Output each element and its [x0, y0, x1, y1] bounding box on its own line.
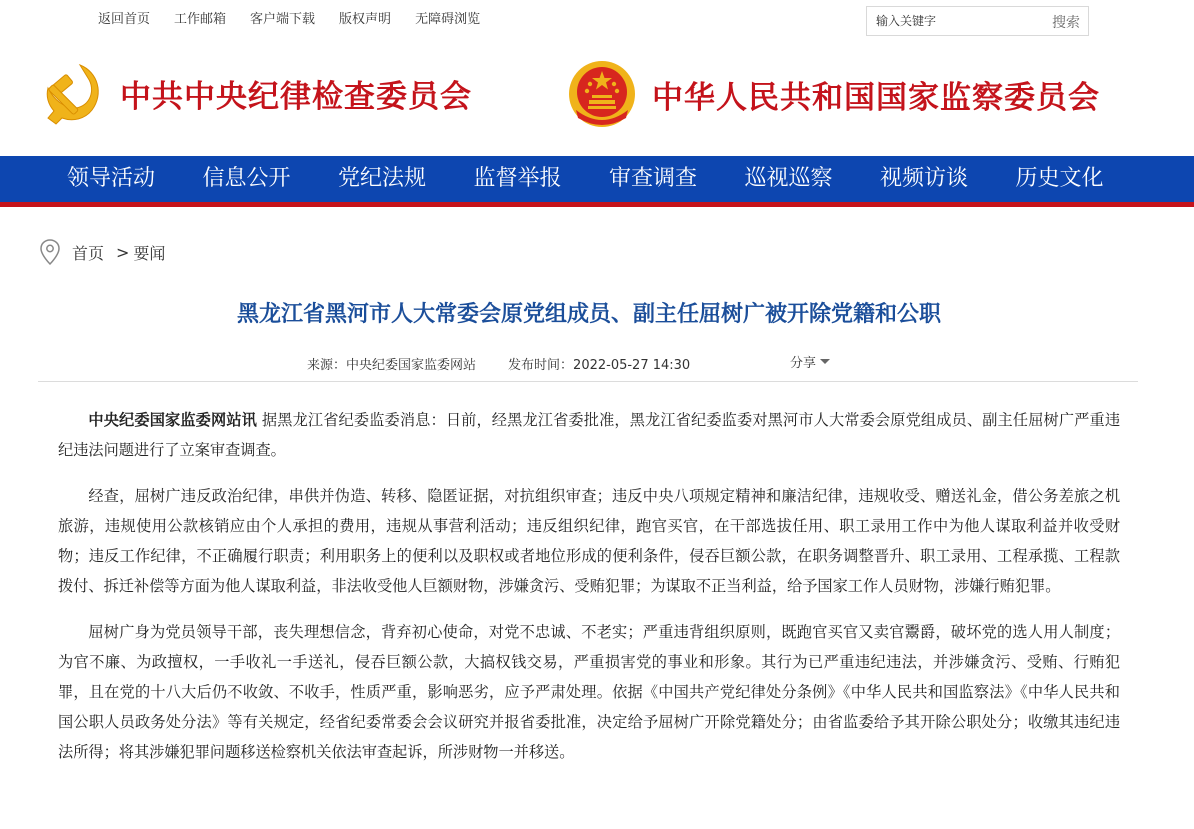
article-body — [58, 405, 1120, 783]
nav-item-video-interviews[interactable]: 视频访谈 — [880, 166, 969, 191]
article-meta — [307, 354, 690, 373]
ccdi-logo[interactable] — [40, 60, 472, 126]
chevron-down-icon — [820, 359, 830, 364]
nav-item-history-culture[interactable]: 历史文化 — [1015, 166, 1104, 191]
source-value: 中央纪委国家监委网站 — [346, 358, 477, 373]
link-work-email[interactable]: 工作邮箱 — [174, 12, 227, 27]
share-label: 分享 — [790, 356, 817, 371]
source-label: 来源： — [307, 358, 347, 373]
article-paragraph — [58, 405, 1120, 465]
nsc-logo-text: 中华人民共和国国家监察委员会 — [652, 79, 1100, 116]
top-utility-bar — [0, 0, 1194, 34]
main-nav — [0, 156, 1194, 202]
link-accessibility[interactable]: 无障碍浏览 — [415, 12, 481, 27]
breadcrumb-home[interactable]: 首页 — [72, 243, 105, 263]
nav-red-rule — [0, 202, 1194, 207]
link-home[interactable]: 返回首页 — [98, 12, 151, 27]
article-paragraph: 屈树广身为党员领导干部，丧失理想信念，背弃初心使命，对党不忠诚、不老实；严重违背组织原则，既跑官买官又卖官鬻爵，破坏党的选人用人制度；为官不廉、为政擅权，一手收礼一手送礼，侵吞巨额公款，大搞权钱交易，严重损害党的事业和形象。其行为已严重违纪违法，并涉嫌贪污、受贿、行贿犯罪，且在党的十八大后仍不收敛、不收手，性质严重，影响恶劣，应予严肃处理。依据《中国共产党纪律处分条例》《中华人民共和国监察法》《中华人民共和国公职人员政务处分法》等有关规定，经省纪委常委会会议研究并报省委批准，决定给予屈树广开除党籍处分；由省监委给予其开除公职处分；收缴其违纪违法所得；将其涉嫌犯罪问题移送检察机关依法审查起诉，所涉财物一并移送。 — [58, 623, 1120, 761]
time-value: 2022-05-27 14:30 — [573, 358, 691, 373]
nav-item-leadership[interactable]: 领导活动 — [67, 166, 156, 191]
nav-list — [67, 156, 1151, 202]
location-pin-icon — [38, 238, 62, 266]
search-input[interactable] — [867, 7, 1037, 35]
breadcrumb — [38, 238, 165, 266]
nav-item-inspection[interactable]: 巡视巡察 — [744, 166, 833, 191]
lead-source: 中央纪委国家监委网站讯 — [88, 411, 257, 429]
nav-item-regulations[interactable]: 党纪法规 — [338, 166, 427, 191]
party-emblem-icon — [40, 60, 106, 126]
nav-item-investigation[interactable]: 审查调查 — [609, 166, 698, 191]
paragraph-text: 据黑龙江省纪委监委消息：日前，经黑龙江省委批准，黑龙江省纪委监委对黑河市人大常委会原党组成员、副主任屈树广严重违纪违法问题进行了立案审查调查。 — [58, 411, 1121, 459]
breadcrumb-separator: > — [116, 242, 130, 262]
breadcrumb-current[interactable]: 要闻 — [133, 243, 166, 263]
meta-divider — [38, 381, 1138, 382]
article-paragraph: 经查，屈树广违反政治纪律，串供并伪造、转移、隐匿证据，对抗组织审查；违反中央八项规定精神和廉洁纪律，违规收受、赠送礼金，借公务差旅之机旅游，违规使用公款核销应由个人承担的费用，违规从事营利活动；违反组织纪律，跑官买官，在干部选拔任用、职工录用工作中为他人谋取利益并收受财物；违反工作纪律，不正确履行职责；利用职务上的便利以及职权或者地位形成的便利条件，侵吞巨额公款，在职务调整晋升、职工录用、工程承揽、工程款拨付、拆迁补偿等方面为他人谋取利益，非法收受他人巨额财物，涉嫌贪污、受贿犯罪；为谋取不正当利益，给予国家工作人员财物，涉嫌行贿犯罪。 — [58, 487, 1120, 595]
nsc-logo[interactable] — [566, 58, 1100, 130]
time-label: 发布时间： — [508, 358, 574, 373]
ccdi-logo-text: 中共中央纪律检查委员会 — [120, 78, 472, 115]
share-button[interactable] — [790, 352, 830, 371]
national-emblem-icon — [566, 58, 638, 130]
nav-item-supervision-report[interactable]: 监督举报 — [473, 166, 562, 191]
logo-band — [0, 40, 1194, 156]
nav-item-information[interactable]: 信息公开 — [202, 166, 291, 191]
top-links — [98, 8, 480, 27]
search-button[interactable]: 搜索 — [1052, 15, 1080, 31]
link-copyright[interactable]: 版权声明 — [339, 12, 392, 27]
search-box — [866, 6, 1089, 36]
link-client-download[interactable]: 客户端下载 — [250, 12, 316, 27]
article-title: 黑龙江省黑河市人大常委会原党组成员、副主任屈树广被开除党籍和公职 — [236, 302, 941, 327]
